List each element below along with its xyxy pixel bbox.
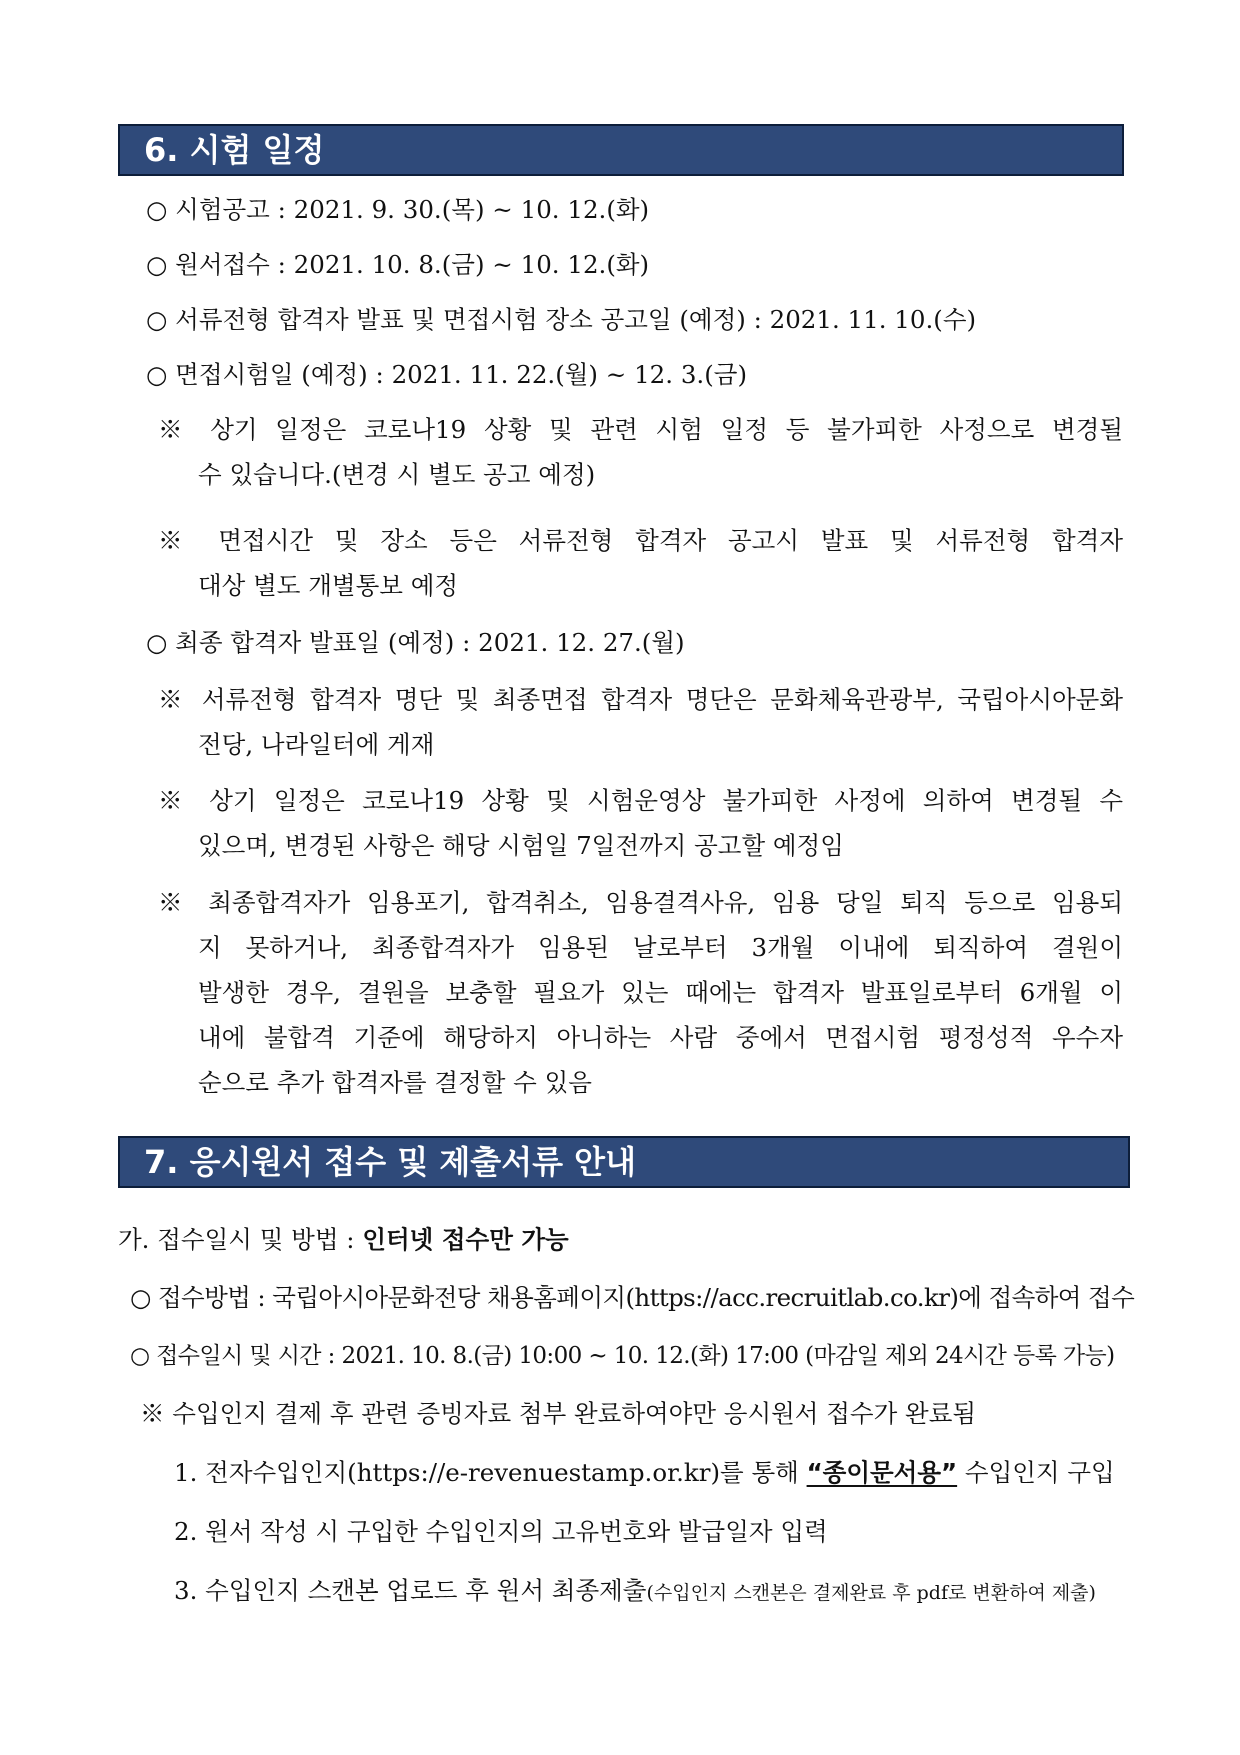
note-line: 내에 불합격 기준에 해당하지 아니하는 사람 중에서 면접시험 평정성적 우수자 bbox=[198, 1023, 1123, 1052]
step-2: 2. 원서 작성 시 구입한 수입인지의 고유번호와 발급일자 입력 bbox=[174, 1517, 828, 1546]
step-3-small-note: (수입인지 스캔본은 결제완료 후 pdf로 변환하여 제출) bbox=[646, 1582, 1096, 1604]
method-line: ○ 접수방법 : 국립아시아문화전당 채용홈페이지(https://acc.recruitlab.co.kr)에 접속하여 접수 bbox=[130, 1283, 1135, 1312]
schedule-item: ○ 서류전형 합격자 발표 및 면접시험 장소 공고일 (예정) : 2021. 11. 10.(수) bbox=[146, 305, 977, 334]
section-7-header: 7. 응시원서 접수 및 제출서류 안내 bbox=[118, 1136, 1130, 1188]
note-line: 대상 별도 개별통보 예정 bbox=[198, 571, 459, 600]
datetime-line: ○ 접수일시 및 시간 : 2021. 10. 8.(금) 10:00 ~ 10. 12.(화) 17:00 (마감일 제외 24시간 등록 가능) bbox=[130, 1343, 1115, 1369]
note-line: 있으며, 변경된 사항은 해당 시험일 7일전까지 공고할 예정임 bbox=[198, 831, 844, 860]
schedule-item: ○ 시험공고 : 2021. 9. 30.(목) ~ 10. 12.(화) bbox=[146, 195, 650, 224]
note-line: 순으로 추가 합격자를 결정할 수 있음 bbox=[198, 1068, 592, 1097]
note-line: 발생한 경우, 결원을 보충할 필요가 있는 때에는 합격자 발표일로부터 6개월 이 bbox=[198, 978, 1123, 1007]
section-6-header: 6. 시험 일정 bbox=[118, 124, 1124, 176]
schedule-item: ○ 원서접수 : 2021. 10. 8.(금) ~ 10. 12.(화) bbox=[146, 250, 650, 279]
schedule-item: ○ 면접시험일 (예정) : 2021. 11. 22.(월) ~ 12. 3.(금) bbox=[146, 360, 748, 389]
note-line: ※ 면접시간 및 장소 등은 서류전형 합격자 공고시 발표 및 서류전형 합격자 bbox=[158, 526, 1123, 555]
step-1 bbox=[174, 1456, 1115, 1490]
step-3-text: 3. 수입인지 스캔본 업로드 후 원서 최종제출 bbox=[174, 1576, 647, 1605]
note-line: ※ 수입인지 결제 후 관련 증빙자료 첨부 완료하여야만 응시원서 접수가 완료됨 bbox=[140, 1399, 977, 1428]
subsection-a-highlight: 인터넷 접수만 가능 bbox=[362, 1225, 569, 1254]
note-line: 지 못하거나, 최종합격자가 임용된 날로부터 3개월 이내에 퇴직하여 결원이 bbox=[198, 933, 1123, 962]
note-line: ※ 상기 일정은 코로나19 상황 및 시험운영상 불가피한 사정에 의하여 변경될 수 bbox=[158, 786, 1123, 815]
step-3 bbox=[174, 1574, 1096, 1610]
step-1-text: 1. 전자수입인지(https://e-revenuestamp.or.kr)를 통해 bbox=[174, 1458, 807, 1487]
step-1-text-end: 수입인지 구입 bbox=[957, 1458, 1115, 1487]
note-line: ※ 최종합격자가 임용포기, 합격취소, 임용결격사유, 임용 당일 퇴직 등으로 임용되 bbox=[158, 888, 1123, 917]
note-line: ※ 상기 일정은 코로나19 상황 및 관련 시험 일정 등 불가피한 사정으로 변경될 bbox=[158, 415, 1123, 444]
note-line: 수 있습니다.(변경 시 별도 공고 예정) bbox=[198, 460, 596, 489]
note-line: 전당, 나라일터에 게재 bbox=[198, 730, 435, 759]
subsection-a bbox=[118, 1223, 569, 1257]
subsection-a-label: 가. 접수일시 및 방법 : bbox=[118, 1225, 363, 1254]
note-line: ※ 서류전형 합격자 명단 및 최종면접 합격자 명단은 문화체육관광부, 국립아시아문화 bbox=[158, 685, 1123, 714]
schedule-item: ○ 최종 합격자 발표일 (예정) : 2021. 12. 27.(월) bbox=[146, 628, 685, 657]
step-1-highlight: “종이문서용” bbox=[806, 1458, 958, 1487]
